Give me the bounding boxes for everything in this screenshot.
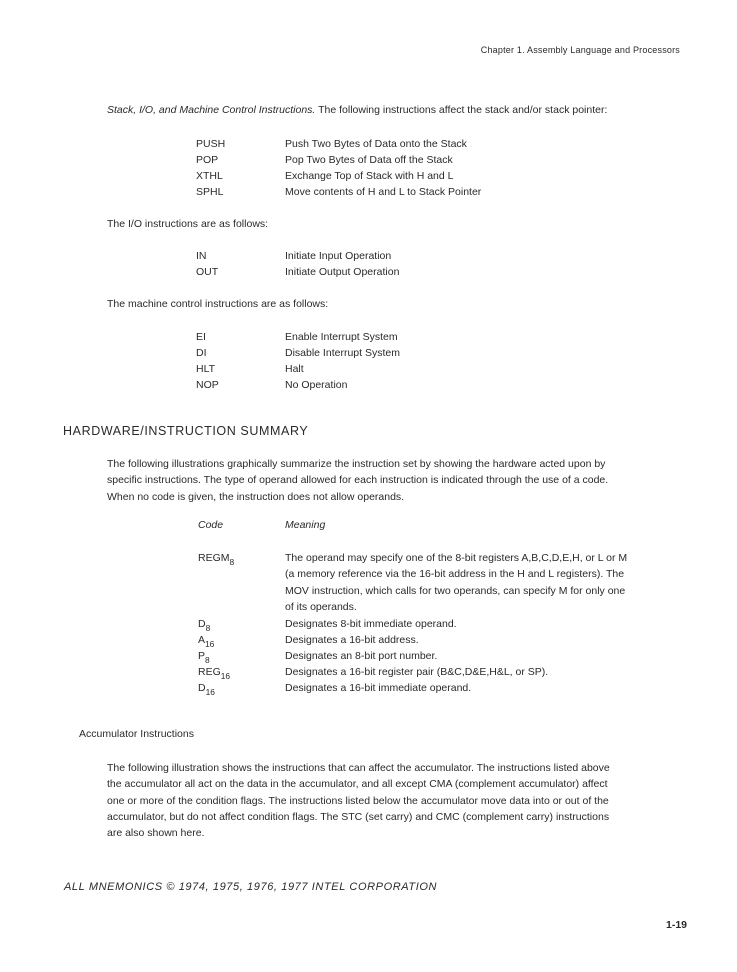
code-row: $A_{16}$ [198, 634, 215, 649]
subsection-heading: Accumulator Instructions [79, 728, 194, 740]
paragraph-line: (a memory reference via the 16-bit address in the H and L registers). The [285, 568, 625, 581]
code-row: $REG_{16}$ [198, 666, 231, 682]
paragraph-line: of its operands. [285, 600, 357, 613]
description: Push Two Bytes of Data onto the Stack [285, 138, 467, 150]
code-meaning: Designates a 16-bit immediate operand. [285, 682, 472, 695]
code-regm: $REGM_8$ [198, 552, 235, 567]
description: Disable Interrupt System [285, 347, 400, 360]
description: Halt [285, 363, 304, 376]
io-intro: The I/O instructions are as follows: [107, 218, 269, 230]
description: Exchange Top of Stack with H and L [285, 170, 454, 183]
code-row: $D_8$ [198, 618, 211, 633]
paragraph-line: MOV instruction, which calls for two operands, can specify M for only one [285, 584, 626, 597]
mnemonic: EI [196, 331, 206, 343]
description: Enable Interrupt System [285, 331, 398, 343]
description: Initiate Output Operation [285, 266, 400, 279]
code-meaning: Designates a 16-bit register pair (B&C,D&E,H&L, or SP). [285, 666, 549, 679]
accumulator-paragraph [107, 760, 610, 841]
column-header-meaning: Meaning [285, 519, 326, 531]
machine-intro: The machine control instructions are as follows: [107, 298, 329, 310]
paragraph-line: specific instructions. The type of operand allowed for each instruction is indicated through the use of a code. [107, 474, 609, 487]
code-list [198, 616, 230, 696]
stack-intro-text: The following instructions affect the stack and/or stack pointer: [318, 104, 608, 116]
stack-intro-title: Stack, I/O, and Machine Control Instructions. [107, 104, 316, 116]
mnemonic: DI [196, 347, 207, 360]
code-meaning: Designates an 8-bit port number. [285, 650, 438, 663]
code-row: $P_8$ [198, 650, 210, 665]
paragraph-line: one or more of the condition flags. The instructions listed below the accumulator move data into or out of the [107, 794, 609, 807]
mnemonic: PUSH [196, 138, 226, 150]
column-header-code: Code [198, 519, 224, 531]
section-heading: HARDWARE/INSTRUCTION SUMMARY [63, 424, 309, 438]
code-regm-meaning [285, 550, 627, 615]
page-number: 1-19 [665, 919, 687, 931]
stack-intro [107, 102, 607, 118]
mnemonic: OUT [196, 266, 219, 279]
mnemonic: SPHL [196, 186, 224, 199]
paragraph-line: accumulator, but do not affect condition flags. The STC (set carry) and CMC (complement carry) instructions [107, 810, 610, 823]
copyright-footer: ALL MNEMONICS © 1974, 1975, 1976, 1977 INTEL CORPORATION [64, 881, 438, 893]
paragraph-line: The following illustration shows the instructions that can affect the accumulator. The instructions listed above [107, 762, 610, 774]
paragraph-line: the accumulator all act on the data in the accumulator, and all except CMA (complement accumulator) affect [107, 778, 608, 791]
code-meaning: Designates a 16-bit address. [285, 634, 419, 647]
mnemonic: POP [196, 154, 219, 167]
code-meaning: Designates 8-bit immediate operand. [285, 618, 457, 630]
description: Move contents of H and L to Stack Pointer [285, 186, 482, 199]
mnemonic: HLT [196, 363, 216, 376]
paragraph-line: When no code is given, the instruction does not allow operands. [107, 490, 405, 503]
running-header: Chapter 1. Assembly Language and Processors [480, 45, 680, 55]
description: No Operation [285, 379, 348, 392]
paragraph-line: The operand may specify one of the 8-bit registers A,B,C,D,E,H, or L or M [285, 552, 628, 564]
mnemonic: IN [196, 250, 207, 262]
paragraph-line: are also shown here. [107, 827, 205, 840]
code-row: $D_{16}$ [198, 682, 215, 698]
description: Pop Two Bytes of Data off the Stack [285, 154, 453, 167]
description: Initiate Input Operation [285, 250, 392, 262]
summary-paragraph [107, 456, 608, 505]
paragraph-line: The following illustrations graphically summarize the instruction set by showing the hardware acted upon by [107, 458, 606, 470]
mnemonic: XTHL [196, 170, 223, 183]
code-meaning-list [285, 616, 548, 696]
mnemonic: NOP [196, 379, 219, 392]
